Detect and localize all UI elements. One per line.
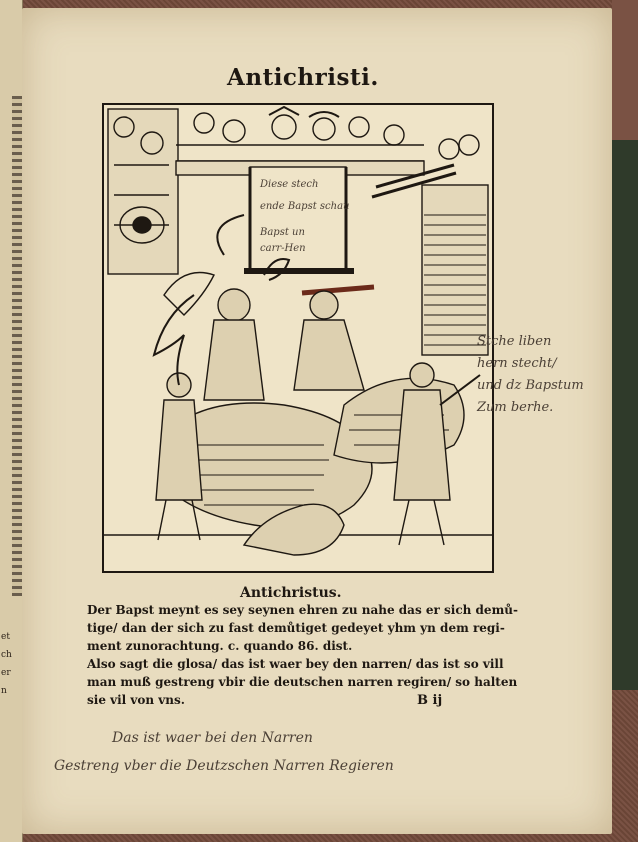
attendant-right bbox=[394, 363, 480, 545]
banner-inscription: Diese stech bbox=[260, 179, 319, 190]
facing-woodcut-edge bbox=[12, 96, 22, 596]
facing-page-edge bbox=[0, 0, 23, 842]
body-text-line: ment zunorachtung. c. quando 86. dist. bbox=[87, 639, 353, 653]
margin-note-line: und dz Bapstum bbox=[477, 378, 584, 393]
body-text-line: Also sagt die glosa/ das ist waer bey den narren/ das ist so vill bbox=[87, 657, 504, 671]
facing-text-fragment: et bbox=[1, 632, 10, 642]
cover-edge bbox=[612, 0, 638, 140]
banner-inscription: Bapst un bbox=[260, 227, 305, 238]
woodcut-illustration bbox=[102, 103, 494, 573]
margin-note-line: Zum berhe. bbox=[477, 400, 554, 415]
banner-inscription: carr-Hen bbox=[260, 243, 306, 254]
body-text-line: sie vil von vns. bbox=[87, 693, 185, 707]
bottom-handwritten-note: Das ist waer bei den Narren bbox=[112, 730, 313, 746]
banner-inscription: ende Bapst schau bbox=[260, 201, 350, 212]
margin-note-line: hern stecht/ bbox=[477, 356, 557, 371]
woodcut-drawing bbox=[104, 105, 492, 571]
right-stand bbox=[422, 185, 488, 355]
dark-cover-board bbox=[612, 140, 638, 690]
facing-text-fragment: er bbox=[1, 668, 11, 678]
body-text-line: man muß gestreng vbir die deutschen narren regiren/ so halten bbox=[87, 675, 518, 689]
left-balcony bbox=[108, 109, 178, 274]
margin-note-line: Stche liben bbox=[477, 334, 552, 349]
body-text-line: tige/ dan der sich zu fast demůtiget gedeyet yhm yn dem regi- bbox=[87, 621, 505, 635]
attendant-left bbox=[156, 373, 202, 540]
signature-mark: B ij bbox=[417, 693, 443, 708]
running-title: Antichristi. bbox=[227, 64, 379, 91]
book-page bbox=[22, 8, 612, 834]
bottom-handwritten-note: Gestreng vber die Deutzschen Narren Regieren bbox=[54, 758, 394, 774]
woodcut-caption: Antichristus. bbox=[240, 585, 342, 601]
facing-text-fragment: ch bbox=[1, 650, 12, 660]
facing-text-fragment: n bbox=[1, 686, 7, 696]
body-text-line: Der Bapst meynt es sey seynen ehren zu nahe das er sich demů- bbox=[87, 603, 518, 617]
